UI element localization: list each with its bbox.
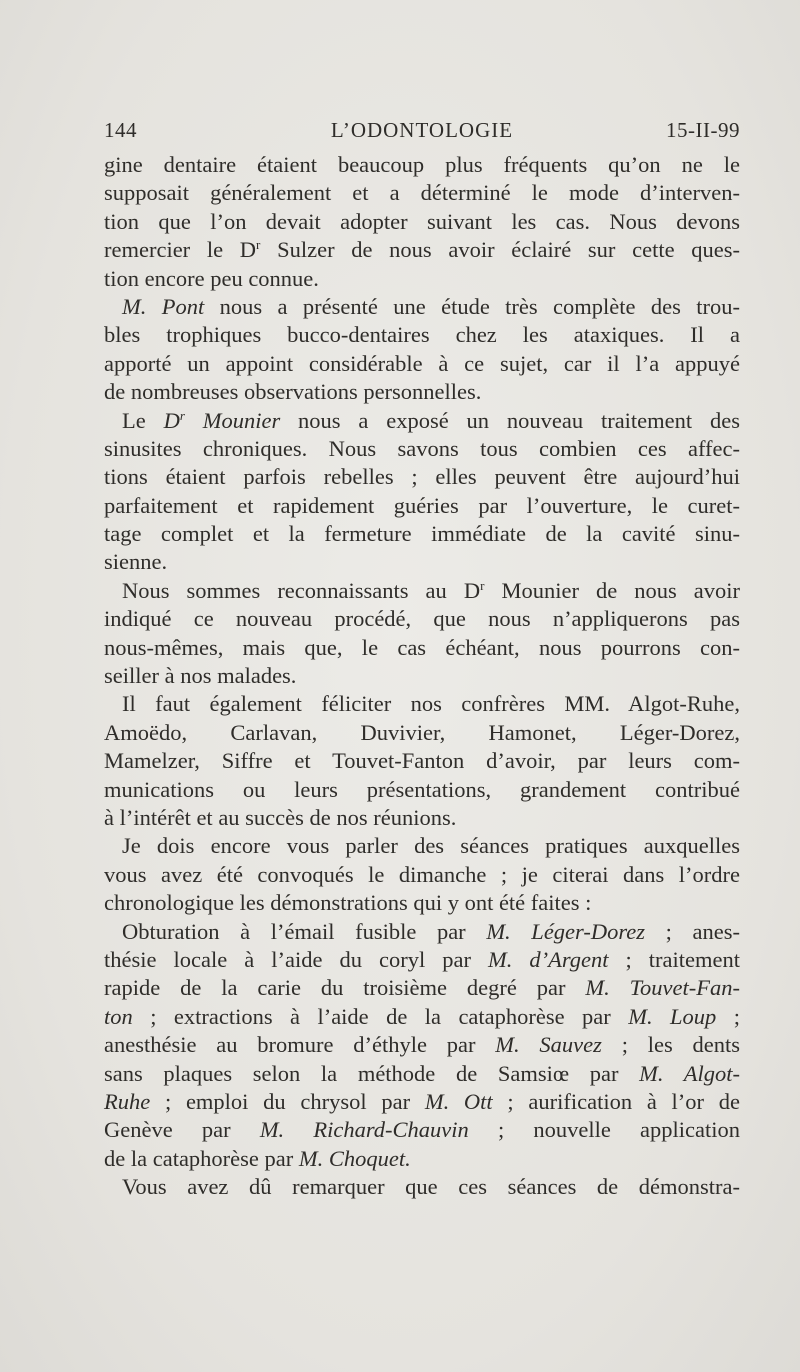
text-segment: sans plaques selon la méthode de Samsiœ par (104, 1060, 640, 1086)
text-segment: ; les dents (601, 1032, 740, 1058)
text-segment: ; nouvelle application (468, 1117, 740, 1143)
italic-text: M. Touvet-Fan- (585, 975, 740, 1001)
text-line (104, 719, 740, 747)
text-segment: Amoëdo, Carlavan, Duvivier, Hamonet, Léger-Dorez, (104, 719, 740, 745)
text-segment: Le (122, 407, 164, 433)
text-segment: ; aurification à l’or de (492, 1088, 740, 1114)
text-line (104, 435, 740, 463)
italic-text: M. Sauvez (495, 1032, 602, 1058)
text-line (104, 946, 740, 974)
text-segment: Mounier de nous avoir (484, 577, 740, 603)
text-segment: supposait généralement et a déterminé le mode d’interven- (104, 180, 740, 206)
superscript: r (256, 237, 261, 253)
text-segment: nous a présenté une étude très complète des trou- (204, 293, 740, 319)
text-line (104, 1031, 740, 1059)
text-segment: Je dois encore vous parler des séances pratiques auxquelles (122, 833, 740, 859)
text-segment: thésie locale à l’aide du coryl par (104, 946, 488, 972)
italic-text: M. Pont (122, 293, 205, 319)
text-line (104, 889, 740, 917)
text-segment: Nous sommes reconnaissants au D (122, 577, 481, 603)
italic-text: Mounier (184, 407, 281, 433)
text-segment: tion que l’on devait adopter suivant les cas. Nous devons (104, 208, 740, 234)
text-line (104, 861, 740, 889)
text-line (104, 1145, 740, 1173)
text-line (104, 776, 740, 804)
text-line (104, 804, 740, 832)
text-line (104, 662, 740, 690)
text-segment: munications ou leurs présentations, grandement contribué (104, 776, 740, 802)
text-line (104, 577, 740, 605)
italic-text: Ruhe (104, 1088, 151, 1114)
italic-text: M. Léger-Dorez (486, 918, 646, 944)
text-segment: indiqué ce nouveau procédé, que nous n’appliquerons pas (104, 606, 740, 632)
text-segment: vous avez été convoqués le dimanche ; je citerai dans l’ordre (104, 861, 740, 887)
body-text (104, 151, 740, 1201)
italic-text: ton (104, 1003, 133, 1029)
italic-text: M. Loup (628, 1003, 717, 1029)
text-segment: Sulzer de nous avoir éclairé sur cette ques- (260, 237, 740, 263)
text-line (104, 492, 740, 520)
text-segment: tage complet et la fermeture immédiate de la cavité sinu- (104, 521, 740, 547)
text-line (104, 463, 740, 491)
journal-title: L’ODONTOLOGIE (330, 118, 514, 142)
text-segment: ; (716, 1003, 740, 1029)
text-segment: seiller à nos malades. (104, 663, 297, 689)
text-line (104, 151, 740, 179)
running-header (104, 118, 740, 148)
text-segment: gine dentaire étaient beaucoup plus fréquents qu’on ne le (104, 152, 740, 177)
text-segment: Genève par (104, 1117, 260, 1143)
italic-text: M. Choquet. (298, 1145, 411, 1171)
text-line (104, 378, 740, 406)
italic-text: M. d’Argent (487, 946, 609, 972)
text-line (104, 690, 740, 718)
text-segment: à l’intérêt et au succès de nos réunions. (104, 804, 457, 830)
text-line (104, 520, 740, 548)
text-line (104, 832, 740, 860)
text-line (104, 208, 740, 236)
text-line (104, 605, 740, 633)
page-number: 144 (104, 118, 137, 142)
text-line (104, 634, 740, 662)
text-line (104, 293, 740, 321)
text-line (104, 1173, 740, 1201)
text-line (104, 548, 740, 576)
text-segment: anesthésie au bromure d’éthyle par (104, 1032, 496, 1058)
text-segment: nous a exposé un nouveau traitement des (280, 407, 740, 433)
text-segment: de nombreuses observations personnelles. (104, 379, 482, 405)
text-segment: parfaitement et rapidement guéries par l’ouverture, le curet- (104, 492, 740, 518)
text-line (104, 918, 740, 946)
text-segment: Obturation à l’émail fusible par (122, 918, 487, 944)
text-segment: Vous avez dû remarquer que ces séances de démonstra- (122, 1174, 740, 1200)
text-segment: chronologique les démonstrations qui y ont été faites : (104, 890, 592, 916)
text-segment: tions étaient parfois rebelles ; elles peuvent être aujourd’hui (104, 464, 740, 490)
text-segment: ; anes- (645, 918, 740, 944)
text-line (104, 321, 740, 349)
text-line (104, 1003, 740, 1031)
text-line (104, 236, 740, 264)
italic-text: M. Richard-Chauvin (259, 1117, 469, 1143)
text-segment: ; extractions à l’aide de la cataphorèse par (132, 1003, 629, 1029)
text-line (104, 407, 740, 435)
text-segment: sienne. (104, 549, 168, 575)
text-line (104, 1116, 740, 1144)
text-segment: nous-mêmes, mais que, le cas échéant, nous pourrons con- (104, 634, 740, 660)
text-line (104, 1088, 740, 1116)
text-segment: ; traitement (608, 946, 740, 972)
text-segment: bles trophiques bucco-dentaires chez les ataxiques. Il a (104, 322, 740, 348)
text-segment: tion encore peu connue. (104, 265, 319, 291)
italic-text: M. Ott (424, 1088, 493, 1114)
text-line (104, 1060, 740, 1088)
superscript: r (179, 407, 185, 423)
text-line (104, 265, 740, 293)
italic-text: M. Algot- (639, 1060, 740, 1086)
text-line (104, 974, 740, 1002)
text-segment: ; emploi du chrysol par (150, 1088, 425, 1114)
text-line (104, 350, 740, 378)
text-segment: Il faut également féliciter nos confrères MM. Algot-Ruhe, (122, 691, 740, 717)
text-segment: de la cataphorèse par (104, 1145, 299, 1171)
text-segment: rapide de la carie du troisième degré par (104, 975, 586, 1001)
text-segment: remercier le D (104, 237, 257, 263)
italic-text: D (163, 407, 180, 433)
text-segment: sinusites chroniques. Nous savons tous combien ces affec- (104, 435, 740, 461)
text-segment: Mamelzer, Siffre et Touvet-Fanton d’avoir, par leurs com- (104, 748, 740, 774)
text-line (104, 747, 740, 775)
issue-date: 15-II-99 (666, 118, 740, 142)
text-segment: apporté un appoint considérable à ce sujet, car il l’a appuyé (104, 350, 740, 376)
text-line (104, 179, 740, 207)
superscript: r (480, 577, 485, 593)
